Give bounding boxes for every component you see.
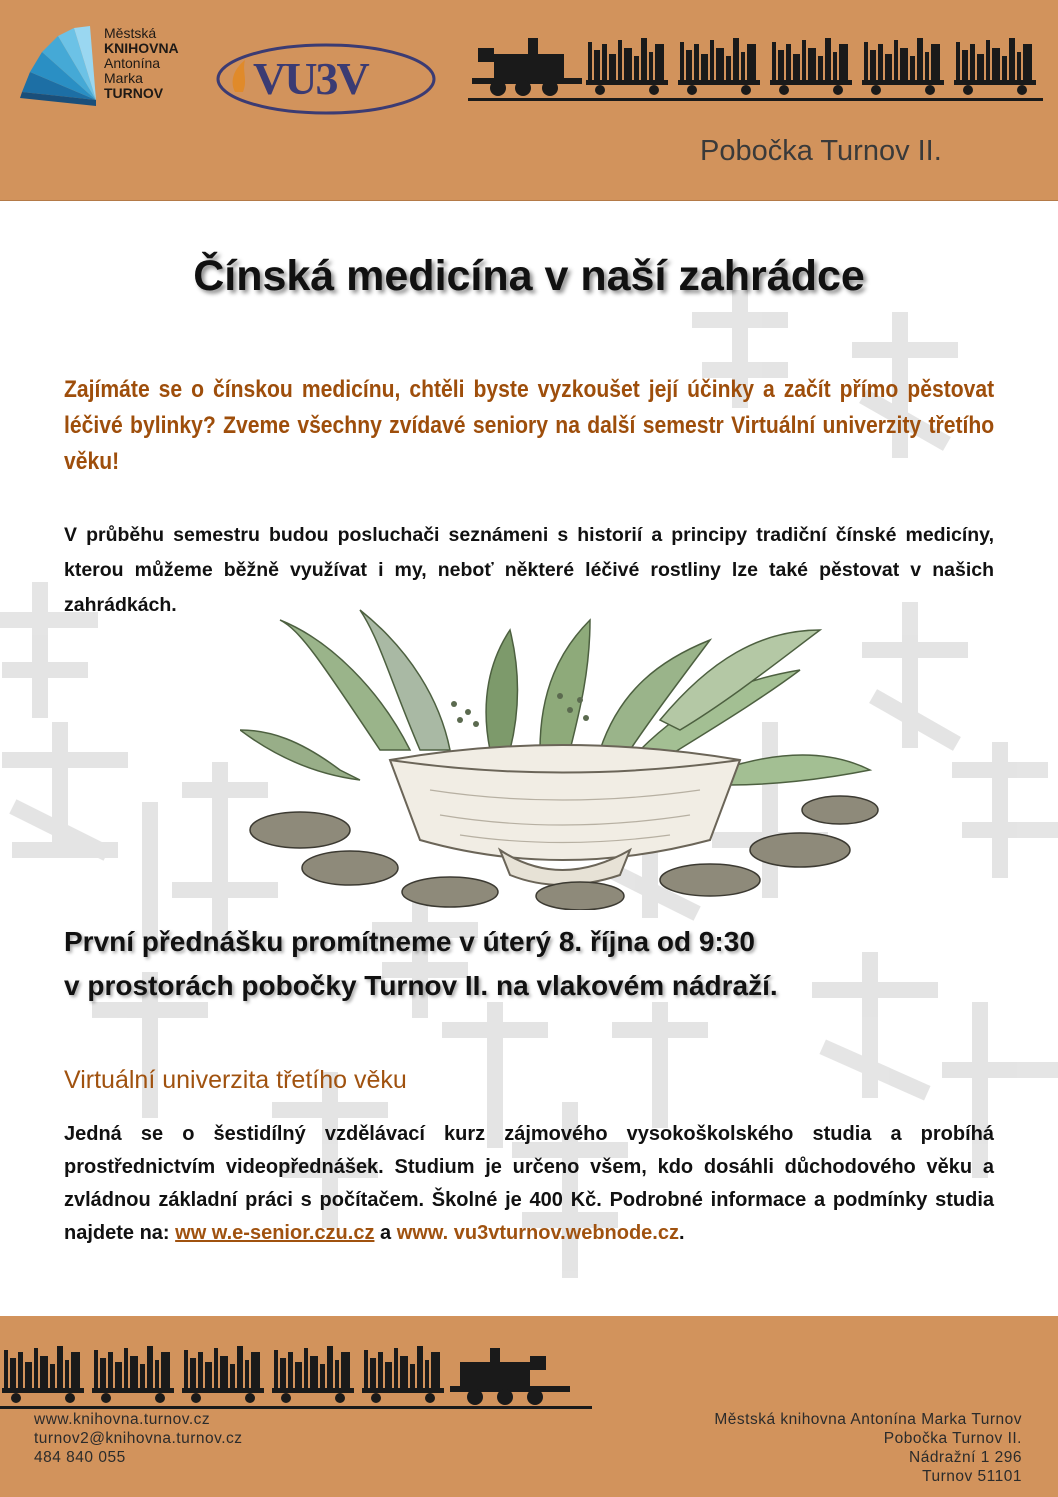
footer-city: Turnov 51101: [922, 1468, 1022, 1485]
logo-line-4: Marka: [104, 70, 143, 86]
link-connector: a: [374, 1222, 397, 1244]
vu3v-heading: Virtuální univerzita třetího věku: [64, 1066, 407, 1094]
logo-line-3: Antonína: [104, 55, 161, 71]
lecture-announcement: [64, 920, 1044, 1008]
footer-org-name: Městská knihovna Antonína Marka Turnov: [714, 1411, 1022, 1428]
logo-line-1: Městská: [104, 25, 157, 41]
footer-contacts: [34, 1410, 243, 1467]
lecture-date-time: úterý 8. října od 9:30: [482, 926, 755, 957]
footer-email[interactable]: turnov2@knihovna.turnov.cz: [34, 1430, 243, 1447]
lecture-line-1-prefix: První přednášku promítneme v: [64, 926, 483, 957]
vu3v-description: [64, 1118, 994, 1250]
lecture-line-1: [64, 920, 1044, 964]
library-logo: [12, 22, 202, 112]
book-fan-icon: [12, 22, 104, 112]
footer-street: Nádražní 1 296: [909, 1449, 1022, 1466]
logo-line-5: TURNOV: [104, 85, 164, 101]
books-and-train-illustration: [0, 1340, 600, 1410]
description-paragraph: V průběhu semestru budou posluchači seznámeni s historií a principy tradiční čínské medicíny, kterou můžeme běžně využívat i my, neboť některé léčivé rostliny lze také pěstovat v našich zahrádkách.: [64, 524, 994, 616]
herbs-mortar-illustration: [240, 600, 880, 910]
footer-phone: 484 840 055: [34, 1449, 126, 1466]
header-band: [0, 0, 1058, 201]
vu3v-description-text: Jedná se o šestidílný vzdělávací kurz zájmového vysokoškolského studia a probíhá prostřednictvím videopřednášek. Studium je určeno všem, kdo dosáhli důchodového věku a zvládnou základní práci s počítačem. Školné je 400 Kč. Podrobné informace a podmínky studia najdete na:: [64, 1123, 994, 1244]
branch-title: Pobočka Turnov II.: [700, 135, 942, 167]
lecture-line-2: v prostorách pobočky Turnov II. na vlakovém nádraží.: [64, 970, 778, 1001]
e-senior-link[interactable]: ww w.e-senior.czu.cz: [175, 1222, 375, 1244]
intro-paragraph: Zajímáte se o čínskou medicínu, chtěli byste vyzkoušet její účinky a začít přímo pěstovat léčivé bylinky? Zveme všechny zvídavé seniory na další semestr Virtuální univerzity třetího věku!: [64, 376, 995, 475]
train-and-books-illustration: [468, 28, 1048, 108]
logo-line-2: KNIHOVNA: [104, 40, 179, 56]
footer-website[interactable]: www.knihovna.turnov.cz: [34, 1411, 211, 1428]
footer-address: [714, 1410, 1022, 1486]
poster-title: Čínská medicína v naší zahrádce: [193, 252, 865, 300]
footer-branch: Pobočka Turnov II.: [883, 1430, 1022, 1447]
vu3vturnov-link[interactable]: www. vu3vturnov.webnode.cz: [396, 1222, 679, 1244]
vu3v-logo: [215, 42, 437, 116]
footer-band: [0, 1316, 1058, 1497]
vu3v-logo-text: VU3V: [253, 53, 368, 104]
sentence-end: .: [678, 1222, 685, 1244]
